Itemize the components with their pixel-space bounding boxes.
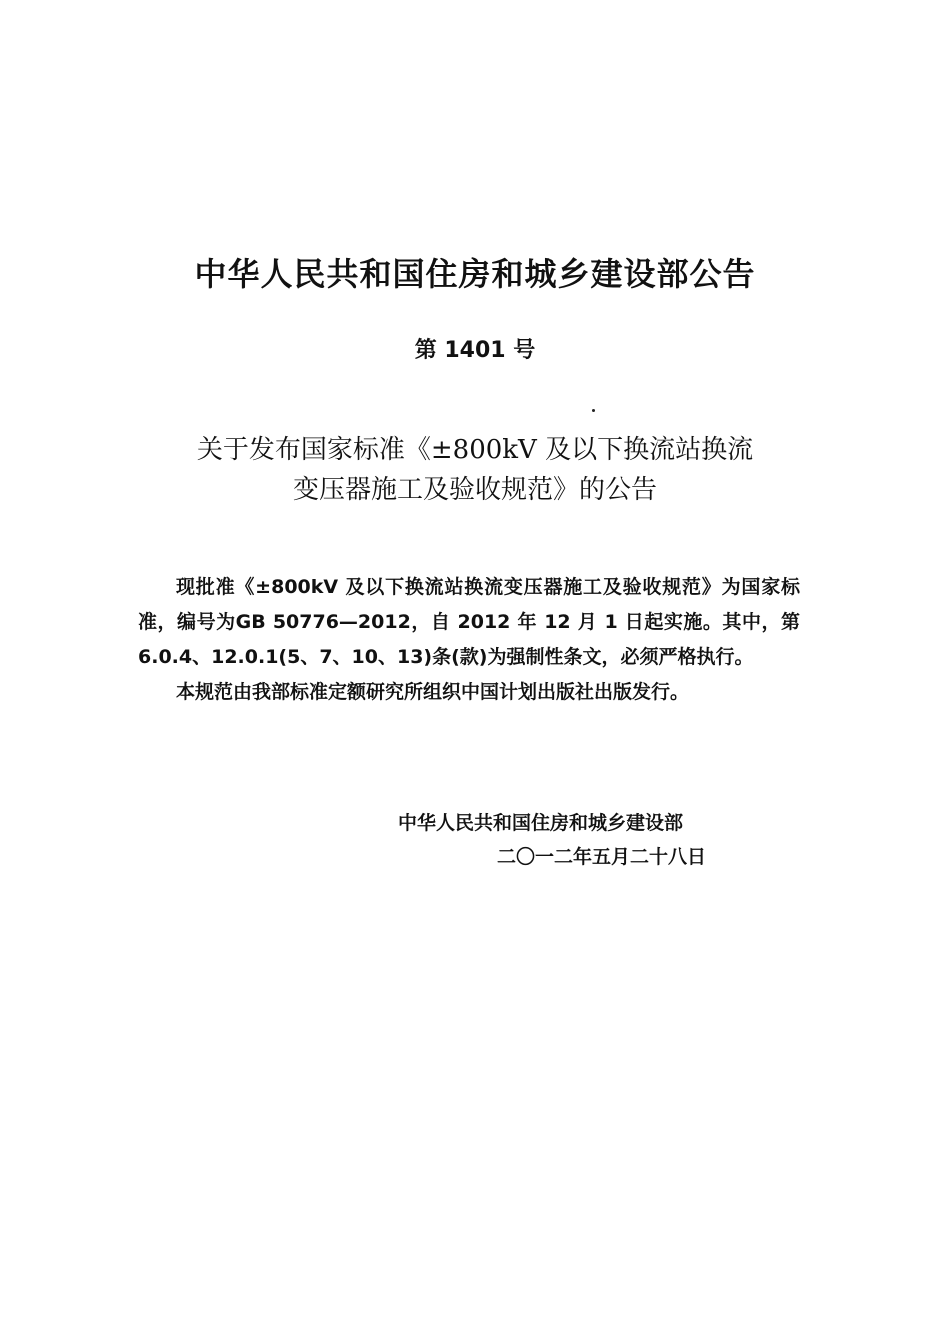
stray-dot-mark [592, 409, 595, 412]
announcement-title: 中华人民共和国住房和城乡建设部公告 [194, 255, 756, 293]
announcement-subject [140, 430, 810, 510]
announcement-body [138, 570, 800, 710]
body-paragraph-1: 现批准《±800kV 及以下换流站换流变压器施工及验收规范》为国家标准，编号为GB 50776—2012，自 2012 年 12 月 1 日起实施。其中，第 6.0.4、12.0.1(5、7、10、13)条(款)为强制性条文，必须严格执行。 [138, 576, 800, 668]
signature-date: 二〇一二年五月二十八日 [497, 846, 707, 868]
announcement-number: 第 1401 号 [414, 338, 536, 363]
subject-line-1: 关于发布国家标准《±800kV 及以下换流站换流 [196, 435, 754, 465]
subject-line-2: 变压器施工及验收规范》的公告 [292, 475, 657, 505]
signature-organization: 中华人民共和国住房和城乡建设部 [398, 812, 684, 834]
body-paragraph-2: 本规范由我部标准定额研究所组织中国计划出版社出版发行。 [176, 681, 690, 703]
